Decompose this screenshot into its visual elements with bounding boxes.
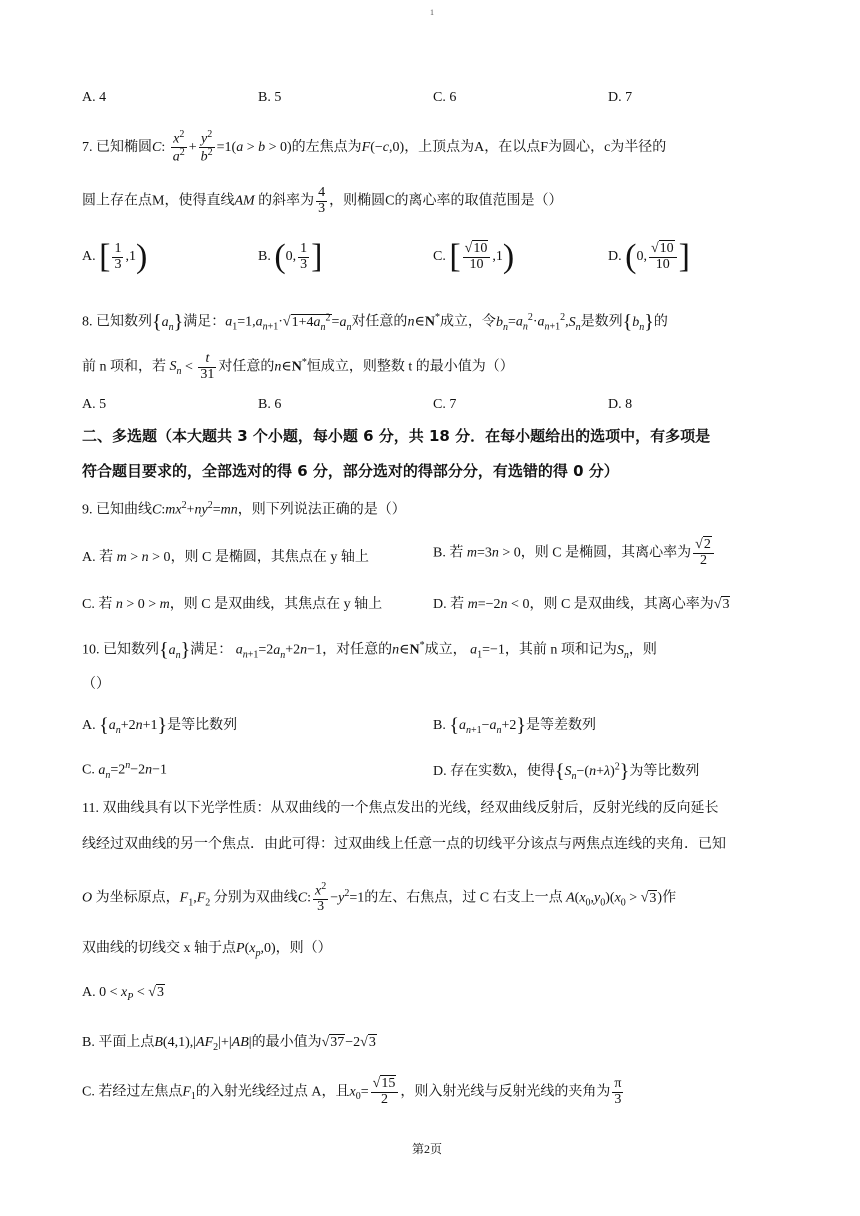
q8-option-c: C. 7	[433, 397, 457, 412]
q9-option-d: D. 若 m=−2n < 0，则 C 是双曲线，其离心率为√3	[433, 597, 730, 612]
section2-heading-line1: 二、多选题（本大题共 3 个小题，每小题 6 分，共 18 分．在每小题给出的选项中，有多项是	[82, 427, 711, 445]
q7-option-d: D. (0, $\frac{√10}{10}$ ]	[608, 238, 690, 275]
q9-option-a: A. 若 m > n > 0，则 C 是椭圆，其焦点在 y 轴上	[82, 550, 369, 565]
q9-option-b: B. 若 m=3n > 0，则 C 是椭圆，其离心率为 $\frac{√2}{2}$	[433, 538, 716, 568]
q11-stem-line2: 线经过双曲线的另一个焦点．由此可得：过双曲线上任意一点的切线平分该点与两焦点连线的夹角．已知	[82, 837, 726, 852]
section2-heading-line2: 符合题目要求的，全部选对的得 6 分，部分选对的得部分分，有选错的得 0 分）	[82, 462, 619, 480]
q7-line1: 7. 已知椭圆C: $\frac{x^2}{a^2}$ + $\frac{y^2}{b^2}$ =1(a > b > 0)的左焦点为F(−c,0)，上顶点为A，在以点F为圆心，c为半径的	[82, 129, 667, 165]
q11-option-a: A. $0 < x_P < √3$	[82, 985, 164, 1003]
q10-stem-line2: （）	[82, 677, 110, 692]
q9-option-c: C. 若 n > 0 > m，则 C 是双曲线，其焦点在 y 轴上	[82, 597, 383, 612]
q8-line2: 前 n 项和，若 $S_n$ < $\frac{t}{31}$ 对任意的n∈N*恒成立，则整数 t 的最小值为（）	[82, 351, 514, 382]
q8-line1: 8. 已知数列$\{a_n\}$满足：$a_1=1,a_{n+1}\cdot√1+4a_n^2=a_n$对任意的n∈N*成立，令$b_n=a_n^2\cdot a_{n+1}^2,S_n$是数列$\{b_n\}$的	[82, 311, 668, 333]
q11-stem-line3: O 为坐标原点，$F_1,F_2$ 分别为双曲线C: $\frac{x^2}{3}$ $-y^2=1$的左、右焦点，过 C 右支上一点 $A(x_0,y_0)(x_0 > √3)$作	[82, 881, 677, 915]
page-footer: 第2页	[412, 1142, 443, 1156]
q8-option-a: A. 5	[82, 397, 107, 412]
q10-option-a: A. $\{a_n+2n+1\}$是等比数列	[82, 714, 238, 737]
q7-option-b: B. (0, $\frac{1}{3}$ ]	[258, 238, 323, 275]
q6-option-d: D. 7	[608, 90, 633, 105]
q7-line2: 圆上存在点M，使得直线AM 的斜率为 $\frac{4}{3}$ ，则椭圆C的离心率的取值范围是（）	[82, 185, 563, 216]
q9-stem: 9. 已知曲线$C:mx^2+ny^2=mn$，则下列说法正确的是（）	[82, 500, 406, 518]
q10-stem-line1: 10. 已知数列$\{a_n\}$满足： $a_{n+1}=2a_n+2n-1$，对任意的n∈N*成立， $a_1=-1$，其前 n 项和记为$S_n$，则	[82, 639, 657, 661]
q10-option-b: B. $\{a_{n+1}-a_n+2\}$是等差数列	[433, 714, 597, 737]
q6-option-c: C. 6	[433, 90, 457, 105]
q10-option-d: D. 存在实数λ，使得$\{S_n-(n+\lambda)^2\}$为等比数列	[433, 760, 700, 783]
q11-stem-line4: 双曲线的切线交 x 轴于点$P(x_p,0)$，则（）	[82, 941, 332, 959]
q10-option-c: C. $a_n=2^n-2n-1$	[82, 760, 168, 781]
q11-stem-line1: 11. 双曲线具有以下光学性质：从双曲线的一个焦点发出的光线，经双曲线反射后，反射光线的反向延长	[82, 801, 719, 816]
q8-option-b: B. 6	[258, 397, 282, 412]
q8-option-d: D. 8	[608, 397, 633, 412]
q11-option-c: C. 若经过左焦点$F_1$的入射光线经过点 A，且$x_0=$ $\frac{√15}{2}$ ，则入射光线与反射光线的夹角为 $\frac{\pi}{3}$	[82, 1076, 622, 1107]
q6-option-a: A. 4	[82, 90, 107, 105]
q11-option-b: B. 平面上点$B(4,1),|AF_2|+|AB|$的最小值为√37−2√3	[82, 1035, 376, 1053]
q7-option-a: A. [ $\frac{1}{3}$ ,1)	[82, 238, 148, 275]
top-mark: 1	[430, 8, 434, 17]
q6-option-b: B. 5	[258, 90, 282, 105]
q7-option-c: C. [ $\frac{√10}{10}$ ,1)	[433, 238, 515, 275]
